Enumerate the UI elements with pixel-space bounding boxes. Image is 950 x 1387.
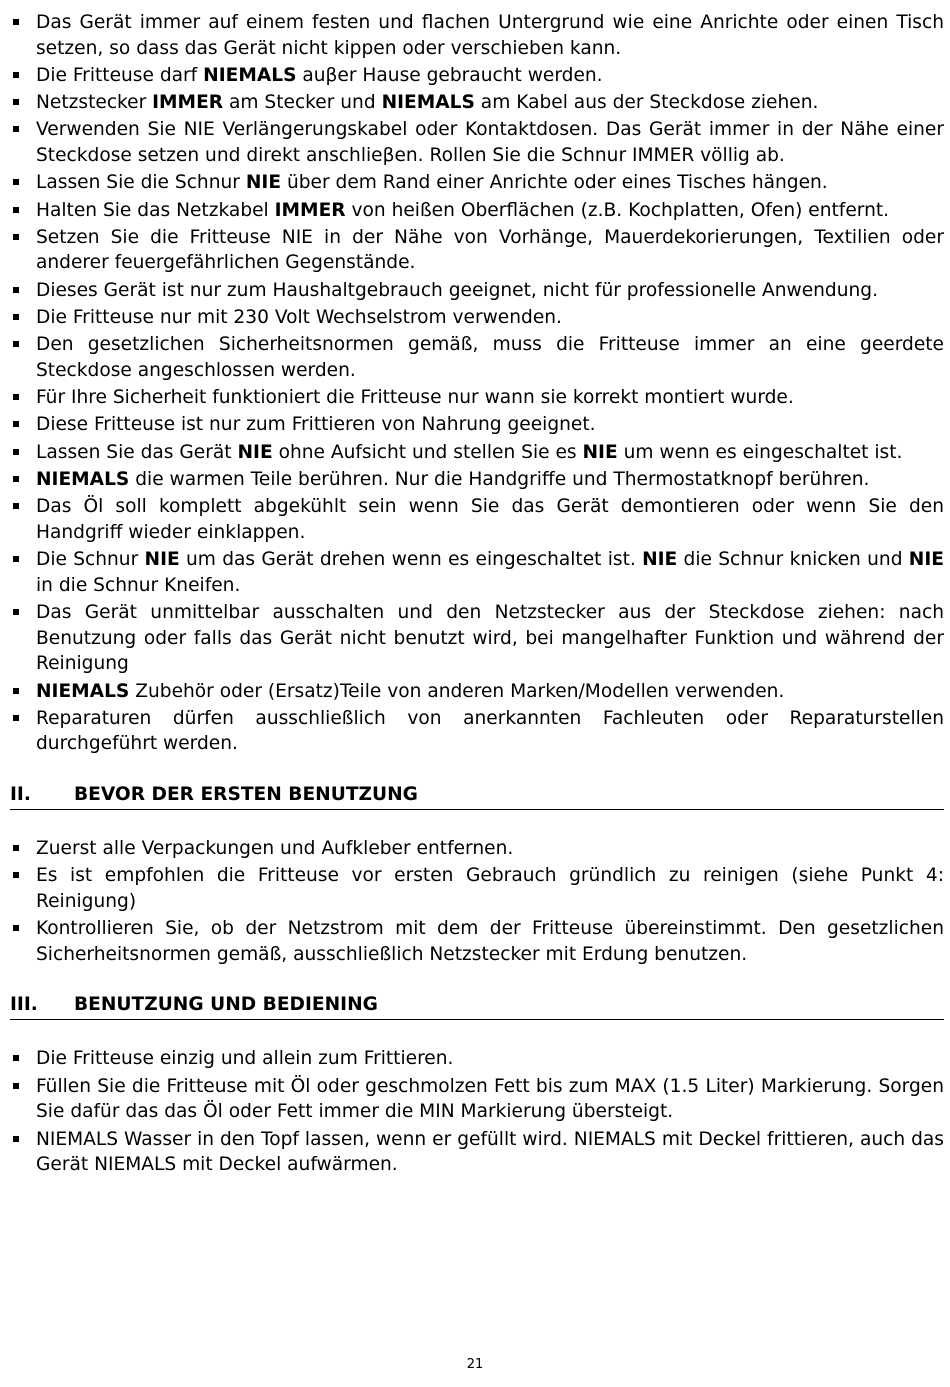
emphasis-text: NIEMALS <box>36 469 130 491</box>
list-item <box>10 1074 944 1125</box>
list-item <box>10 385 944 411</box>
item-text: Verwenden Sie NIE Verlängerungskabel oder Kontaktdosen. Das Gerät immer in der Nähe einer Steckdose setzen und direkt anschlieβen. Rollen Sie die Schnur IMMER völlig ab. <box>36 119 944 167</box>
list-item <box>10 863 944 914</box>
list-item <box>10 1046 944 1072</box>
list-item <box>10 63 944 89</box>
emphasis-text: NIE <box>144 549 180 571</box>
section-title <box>10 993 944 1017</box>
section-heading-3 <box>10 993 944 1020</box>
section-number: III. <box>10 994 38 1016</box>
list-item <box>10 117 944 168</box>
section-heading-2 <box>10 783 944 810</box>
list-item <box>10 170 944 196</box>
section-title <box>10 783 944 807</box>
item-text: Halten Sie das Netzkabel <box>36 199 275 221</box>
item-text: Den gesetzlichen Sicherheitsnormen gemäß, muss die Fritteuse immer an eine geerdete Steckdose angeschlossen werden. <box>36 334 944 381</box>
item-text: Die Fritteuse nur mit 230 Volt Wechselstrom verwenden. <box>36 307 562 329</box>
item-text: auβer Hause gebraucht werden. <box>296 64 603 86</box>
emphasis-text: NIE <box>237 441 273 463</box>
emphasis-text: IMMER <box>274 199 346 221</box>
list-item <box>10 1127 944 1178</box>
list-item <box>10 90 944 116</box>
emphasis-text: NIE <box>245 172 282 194</box>
safety-instructions-list <box>10 10 944 757</box>
list-item <box>10 467 944 493</box>
item-text: Lassen Sie die Schnur <box>36 172 246 194</box>
list-item <box>10 332 944 383</box>
item-text: Dieses Gerät ist nur zum Haushaltgebrauch geeignet, nicht für professionelle Anwendung. <box>36 279 879 301</box>
item-text: Die Schnur <box>36 549 145 571</box>
list-item <box>10 412 944 438</box>
item-text: Für Ihre Sicherheit funktioniert die Fritteuse nur wann sie korrekt montiert wurde. <box>36 387 794 409</box>
emphasis-text: IMMER <box>152 92 224 114</box>
item-text: Lassen Sie das Gerät <box>36 441 238 463</box>
item-text: Netzstecker <box>36 92 153 114</box>
emphasis-text: NIE <box>642 549 678 571</box>
list-item <box>10 547 944 598</box>
section-title-text: BENUTZUNG UND BEDIENING <box>74 994 378 1016</box>
section-number: II. <box>10 784 31 805</box>
emphasis-text: NIE <box>908 549 944 571</box>
before-first-use-list <box>10 836 944 967</box>
item-text: Die Fritteuse darf <box>36 64 204 86</box>
emphasis-text: NIEMALS <box>36 680 130 702</box>
list-item <box>10 305 944 331</box>
list-item <box>10 225 944 276</box>
list-item <box>10 494 944 545</box>
list-item <box>10 600 944 677</box>
list-item <box>10 916 944 967</box>
list-item <box>10 836 944 862</box>
item-text: Kontrollieren Sie, ob der Netzstrom mit dem der Fritteuse übereinstimmt. Den gesetzlichen Sicherheitsnormen gemäß, ausschließlich Netzstecker mit Erdung benutzen. <box>36 918 944 965</box>
list-item <box>10 198 944 224</box>
list-item <box>10 10 944 61</box>
item-text: von heißen Oberflächen (z.B. Kochplatten, Ofen) entfernt. <box>345 199 890 221</box>
item-text: Es ist empfohlen die Fritteuse vor ersten Gebrauch gründlich zu reinigen (siehe Punkt 4: Reinigung) <box>36 865 944 912</box>
usage-list <box>10 1046 944 1177</box>
item-text: die warmen Teile berühren. Nur die Handgriffe und Thermostatknopf berühren. <box>129 469 870 491</box>
section-title-text: BEVOR DER ERSTEN BENUTZUNG <box>74 784 418 805</box>
item-text: um das Gerät drehen wenn es eingeschaltet ist. <box>179 549 643 571</box>
item-text: Das Öl soll komplett abgekühlt sein wenn Sie das Gerät demontieren oder wenn Sie den Handgriff wieder einklappen. <box>36 496 944 543</box>
item-text: um wenn es eingeschaltet ist. <box>617 441 903 463</box>
item-text: ohne Aufsicht und stellen Sie es <box>272 441 583 463</box>
emphasis-text: NIE <box>582 441 618 463</box>
item-text: Zubehör oder (Ersatz)Teile von anderen Marken/Modellen verwenden. <box>129 680 785 702</box>
page-number: 21 <box>466 1357 484 1372</box>
item-text: Füllen Sie die Fritteuse mit Öl oder geschmolzen Fett bis zum MAX (1.5 Liter) Markierung. Sorgen Sie dafür das das Öl oder Fett immer die MIN Markierung übersteigt. <box>36 1075 944 1123</box>
item-text: über dem Rand einer Anrichte oder eines Tisches hängen. <box>281 172 828 194</box>
document-page <box>10 10 944 1179</box>
item-text: Das Gerät immer auf einem festen und flachen Untergrund wie eine Anrichte oder einen Tisch setzen, so dass das Gerät nicht kippen oder verschieben kann. <box>36 12 944 59</box>
item-text: am Stecker und <box>223 92 382 114</box>
emphasis-text: NIEMALS <box>381 92 475 114</box>
item-text: Reparaturen dürfen ausschließlich von anerkannten Fachleuten oder Reparaturstellen durchgeführt werden. <box>36 707 944 755</box>
item-text: Setzen Sie die Fritteuse NIE in der Nähe von Vorhänge, Mauerdekorierungen, Textilien oder anderer feuergefährlichen Gegenstände. <box>36 226 944 274</box>
item-text: am Kabel aus der Steckdose ziehen. <box>474 92 819 114</box>
item-text: Die Fritteuse einzig und allein zum Frittieren. <box>36 1048 454 1070</box>
item-text: in die Schnur Kneifen. <box>36 574 241 596</box>
item-text: Diese Fritteuse ist nur zum Frittieren von Nahrung geeignet. <box>36 414 596 436</box>
list-item <box>10 679 944 705</box>
item-text: NIEMALS Wasser in den Topf lassen, wenn er gefüllt wird. NIEMALS mit Deckel frittieren, auch das Gerät NIEMALS mit Deckel aufwärmen. <box>36 1128 944 1176</box>
item-text: die Schnur knicken und <box>677 549 909 571</box>
list-item <box>10 706 944 757</box>
list-item <box>10 440 944 466</box>
item-text: Das Gerät unmittelbar ausschalten und den Netzstecker aus der Steckdose ziehen: nach Benutzung oder falls das Gerät nicht benutzt wird, bei mangelhafter Funktion und während der Reinigung <box>36 602 944 675</box>
emphasis-text: NIEMALS <box>203 64 297 86</box>
item-text: Zuerst alle Verpackungen und Aufkleber entfernen. <box>36 838 514 859</box>
list-item <box>10 278 944 304</box>
